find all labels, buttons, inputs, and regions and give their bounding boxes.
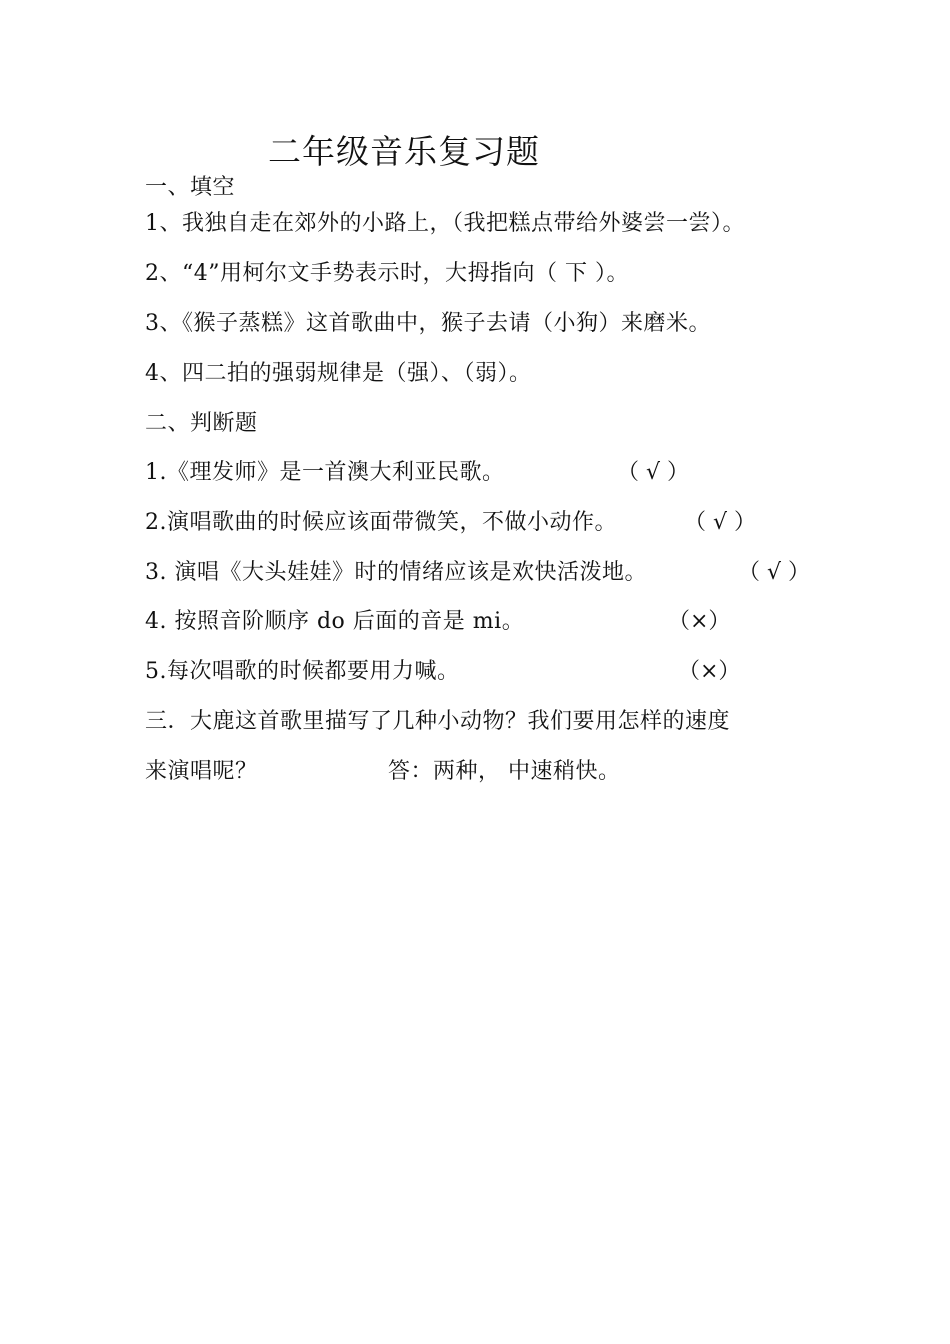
fill-blank-item: 4、四二拍的强弱规律是（强）、（弱）。 — [145, 361, 532, 386]
true-false-item: 1.《理发师》是一首澳大利亚民歌。 — [145, 460, 505, 485]
true-false-mark: （ √ ） — [738, 560, 811, 585]
page-title: 二年级音乐复习题 — [268, 132, 540, 171]
fill-blank-item: 3、《猴子蒸糕》这首歌曲中，猴子去请（小狗）来磨米。 — [145, 311, 711, 336]
fill-blank-item: 1、我独自走在郊外的小路上，（我把糕点带给外婆尝一尝）。 — [145, 211, 745, 236]
true-false-item: 4. 按照音阶顺序 do 后面的音是 mi。 — [145, 609, 525, 634]
question-answer: 答：两种， 中速稍快。 — [388, 759, 621, 784]
true-false-item: 3. 演唱《大头娃娃》时的情绪应该是欢快活泼地。 — [145, 560, 647, 585]
section-heading-true-false: 二、判断题 — [145, 411, 258, 436]
section-heading-fill-blank: 一、填空 — [145, 175, 236, 200]
true-false-mark: （×） — [668, 609, 731, 634]
true-false-mark: （×） — [678, 659, 741, 684]
true-false-item: 2.演唱歌曲的时候应该面带微笑，不做小动作。 — [145, 510, 617, 535]
question-continuation: 来演唱呢？ — [145, 759, 258, 784]
question-text: 三．大鹿这首歌里描写了几种小动物？我们要用怎样的速度 — [145, 709, 731, 734]
true-false-mark: （ √ ） — [684, 510, 757, 535]
true-false-item: 5.每次唱歌的时候都要用力喊。 — [145, 659, 460, 684]
true-false-mark: （ √ ） — [617, 460, 690, 485]
fill-blank-item: 2、“4”用柯尔文手势表示时，大拇指向（ 下 ）。 — [145, 261, 629, 286]
